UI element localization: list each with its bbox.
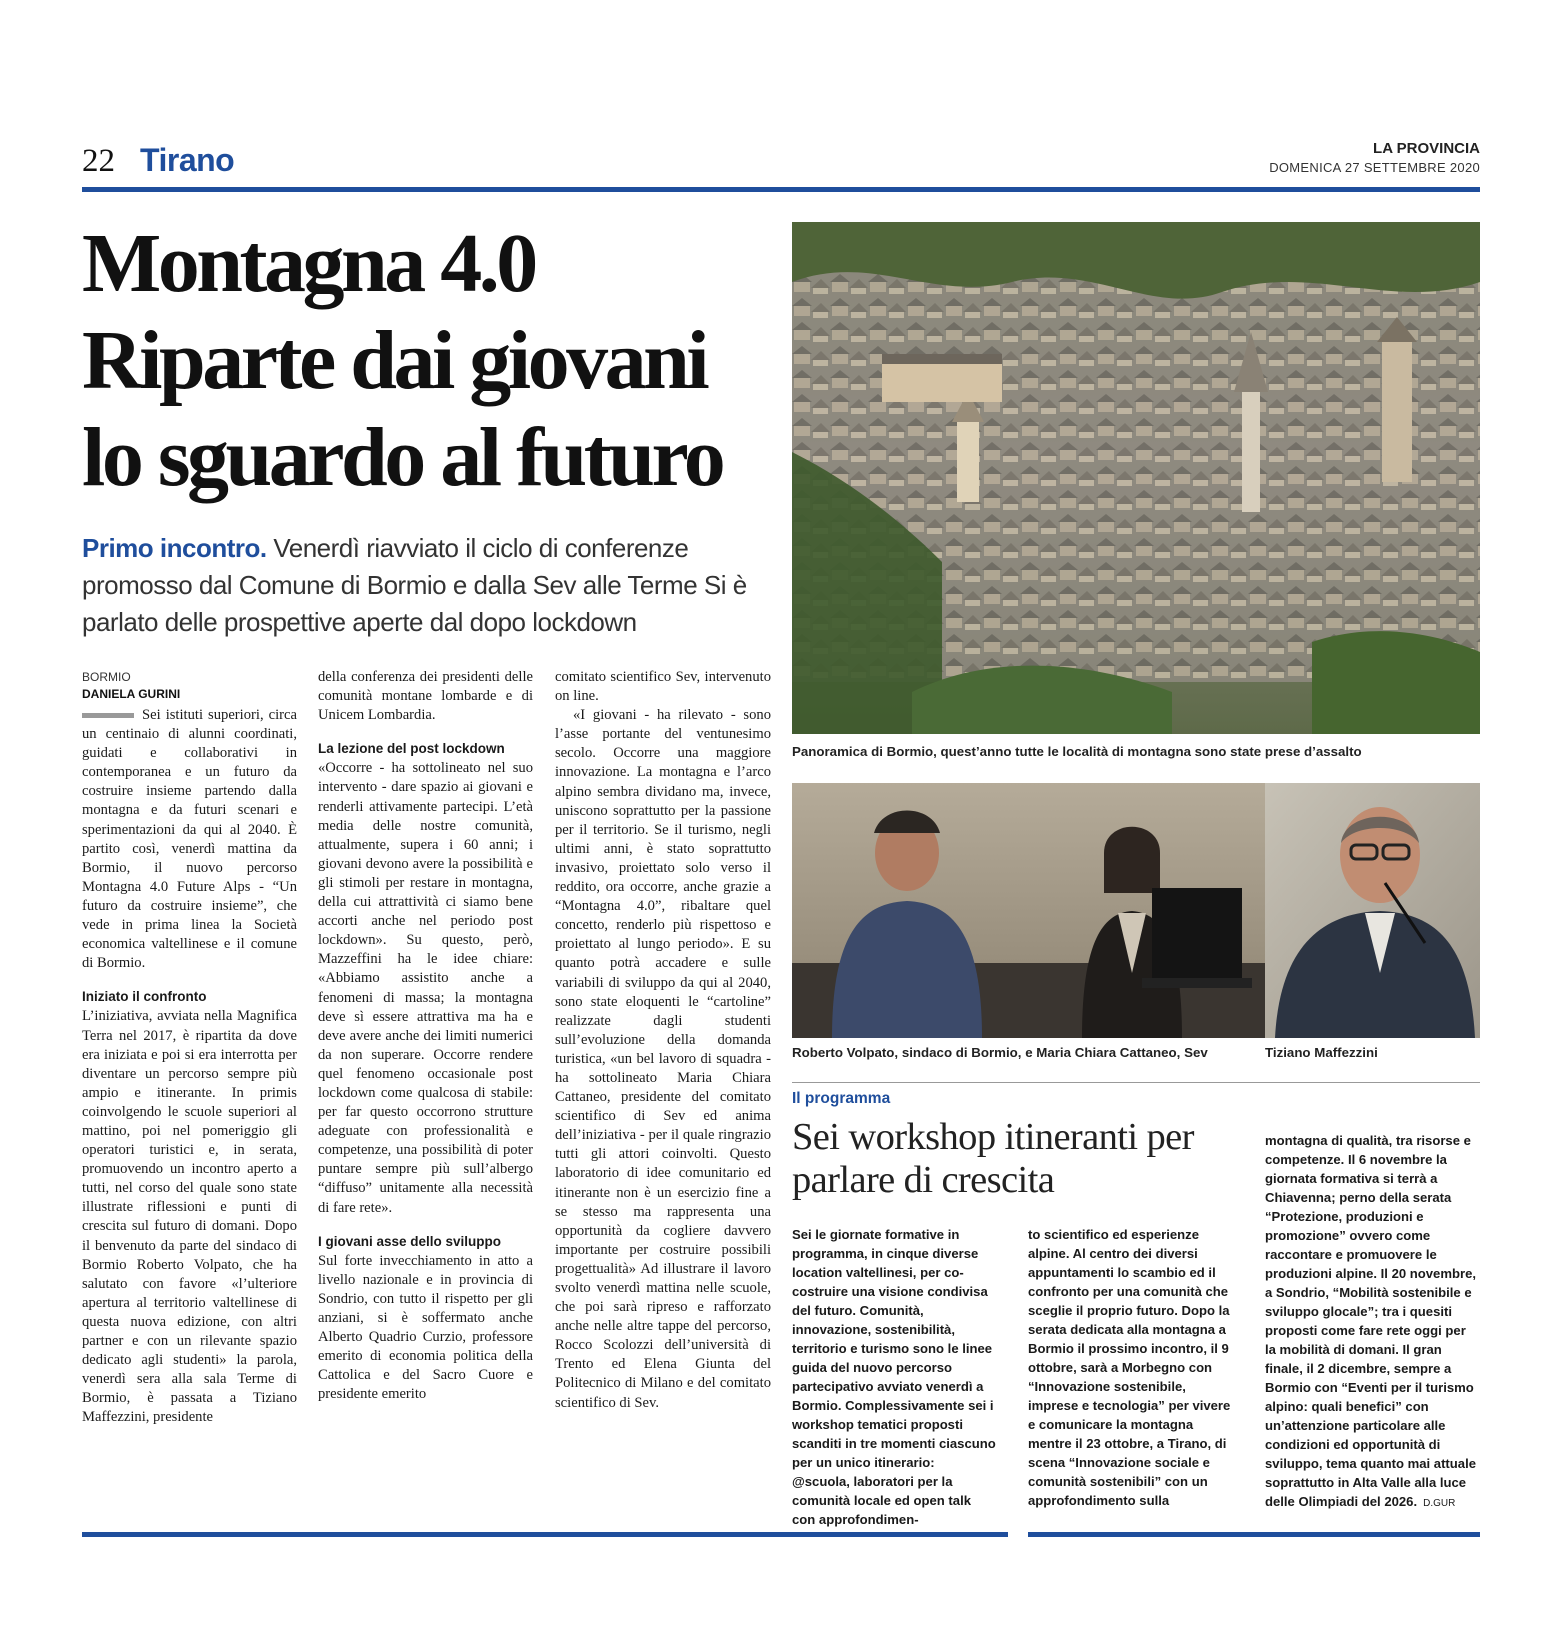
subheading: La lezione del post lockdown [318,741,505,757]
paragraph: Sei istituti superiori, circa un centinaio di alunni coordinati, guidati e collaborativi in contemporanea e un futuro da costruire insieme partendo dalla montagna e da futuri scenari e sperimentazioni da qui al 2040. È partito così, venerdì mattina da Bormio, il nuovo percorso Montagna 4.0 Future Alps - “Un futuro da costruire insieme”, che vede in prima linea la Società economica valtellinese e il comune di Bormio. [82,707,297,972]
headline-line: Montagna 4.0 [82,217,535,310]
paragraph: Sei le giornate formative in programma, in cinque diverse location valtellinesi, per co-costruire una visione condivisa del futuro. Comunità, innovazione, sostenibilità, territorio e turismo sono le linee guida del nuovo percorso partecipativo avviato venerdì a Bormio. Complessivamente sei i workshop tematici proposti scanditi in tre momenti ciascuno per un unico itinerario: @scuola, laboratori per la comunità locale ed open talk con approfondimen- [792,1227,996,1527]
lead-bar [82,713,134,718]
headline [82,215,782,506]
bottom-rule-right [1028,1532,1480,1537]
headline-line: Riparte dai giovani [82,314,707,407]
article-column-3 [555,668,771,1413]
photo-caption: Panoramica di Bormio, quest’anno tutte le località di montagna sono state prese d’assalto [792,744,1362,759]
paragraph: to scientifico ed esperienze alpine. Al centro dei diversi appuntamenti lo scambio ed il confronto per una comunità che sceglie il proprio futuro. Dopo la serata dedicata alla montagna a Bormio il prossimo incontro, il 9 ottobre, sarà a Morbegno con “Innovazione sostenibile, imprese e tecnologia” per vivere e comunicare la montagna mentre il 23 ottobre, a Tirano, di scena “Innovazione sociale e comunità sostenibili” con un approfondimento sulla [1028,1227,1231,1508]
box-title: Sei workshop itineranti per parlare di crescita [792,1116,1194,1201]
page-number: 22 [82,143,115,179]
paragraph: comitato scientifico Sev, intervenuto on line. [555,669,771,705]
box-column-3 [1265,1131,1480,1513]
subheadline [82,530,782,641]
paragraph: L’iniziativa, avviata nella Magnifica Terra nel 2017, è ripartita da dove era iniziata e poi si era interrotta per diventare un percorso sempre più ampio e itinerante. In primis coinvolgendo le scuole superiori al mattino, poi nel pomeriggio gli operatori turistici e, in serata, promuovendo un incontro aperto a tutti, nel corso del quale sono state illustrate riflessioni e punti di crescita sul futuro di domani. Dopo il benvenuto da parte del sindaco di Bormio Roberto Volpato, che ha salutato con favore «l’ulteriore apertura al territorio valtellinese di questa nuova edizione, con altri partner e con un rilevante spazio dedicato agli studenti» la parola, venerdì sera alla sala Terme di Bormio, è passata a Tiziano Maffezzini, presidente [82,1008,297,1426]
author-signature: D.GUR [1423,1498,1456,1509]
paragraph: montagna di qualità, tra risorse e competenze. Il 6 novembre la giornata formativa si terrà a Chiavenna; perno della serata “Protezione, produzioni e promozione” ovvero come raccontare e promuovere le produzioni alpine. Il 20 novembre, a Sondrio, “Mobilità sostenibile e sviluppo glocale”; tra i quesiti proposti come fare rete oggi per la mobilità di domani. Il gran finale, il 2 dicembre, sempre a Bormio con “Eventi per il turismo alpino: quali benefici” con un’attenzione particolare alle condizioni ed opportunità di sviluppo, tema quanto mai attuale soprattutto in Alta Valle alla luce delle Olimpiadi del 2026. [1265,1133,1476,1509]
article-column-2 [318,668,533,1404]
paragraph: della conferenza dei presidenti delle comunità montane lombarde e di Unicem Lombardia. [318,669,533,724]
speaker-photo [1265,783,1480,1038]
photo-caption: Tiziano Maffezzini [1265,1045,1378,1060]
issue-date: DOMENICA 27 SETTEMBRE 2020 [1269,160,1480,175]
headline-line: lo sguardo al futuro [82,411,723,504]
paragraph: «I giovani - ha rilevato - sono l’asse portante del ventunesimo secolo. Occorre una maggiore innovazione. La montagna e l’arco alpino sembra dividano ma, invece, uniscono soprattutto per la passione per il territorio. Se il turismo, negli ultimi anni, è stato soprattutto invasivo, proiettato solo verso il reddito, ora occorre, anche grazie a “Montagna 4.0”, ribaltare quel concetto, renderlo più rispettoso e proiettato al lungo periodo». E su quanto potrà accadere e sulle variabili di sviluppo da qui al 2040, sono state eloquenti le “cartoline” realizzate dagli studenti sull’evoluzione della domanda turistica, «un bel lavoro di squadra - ha sottolineato Maria Chiara Cattaneo, presidente del comitato scientifico di Sev ed anima dell’iniziativa - per il quale ringrazio tutti gli attori coinvolti. Questo laboratorio di idee comunitario ed itinerante non è un esercizio fine a se stesso ma rappresenta una opportunità da cogliere davvero importante per costruire possibili progettualità» Ad illustrare il lavoro svolto venerdì mattina nelle scuole, che poi sarà ripreso e rafforzato anche nelle altre tappe del percorso, Rocco Scolozzi dell’università di Trento ed Elena Giunta del Politecnico di Milano e del comitato scientifico di Sev. [555,707,771,1411]
subheading: I giovani asse dello sviluppo [318,1233,502,1249]
photo-caption: Roberto Volpato, sindaco di Bormio, e Maria Chiara Cattaneo, Sev [792,1045,1208,1060]
speakers-photo [792,783,1272,1038]
paragraph: «Occorre - ha sottolineato nel suo intervento - dare spazio ai giovani e renderli attivamente partecipi. L’età media delle nostre comunità, attualmente, supera i 60 anni; i giovani devono avere la possibilità e gli stimoli per restare in montagna, della cui attrattività ci siamo bene accorti anche nel periodo post lockdown». Su questo, però, Mazzeffini ha le idee chiare: «Abbiamo assistito anche a fenomeni di massa; la montagna deve sì essere attrattiva ma ha e deve avere anche dei limiti numerici da non superare. Occorre rendere quel fenomeno occasionale post lockdown come qualcosa di stabile: per far questo occorrono strutture adeguate con professionalità e competenze, una possibilità di poter puntare sempre più sull’albergo “diffuso” unitamente alla necessità di fare rete». [318,760,533,1216]
town-panorama-photo [792,222,1480,734]
box-rule [792,1082,1480,1083]
top-rule [82,187,1480,192]
bottom-rule-left [82,1532,1008,1537]
section-name: Tirano [140,142,235,178]
box-column-1 [792,1225,996,1529]
box-column-2 [1028,1225,1238,1510]
box-kicker: Il programma [792,1090,891,1107]
byline-author: DANIELA GURINI [82,687,181,701]
newspaper-name: LA PROVINCIA [1373,140,1480,157]
subheading: Iniziato il confronto [82,989,207,1005]
article-column-1 [82,706,297,1427]
subhead-kicker: Primo incontro. [82,533,267,563]
dateline: BORMIO [82,670,131,684]
paragraph: Sul forte invecchiamento in atto a livello nazionale e in provincia di Sondrio, con tutto il rispetto per gli anziani, si è soffermato anche Alberto Quadrio Curzio, professore emerito di economia politica della Cattolica e del Sacro Cuore e presidente emerito [318,1252,533,1403]
subhead-text: Venerdì riavviato il ciclo di conferenze promosso dal Comune di Bormio e dalla Sev alle Terme Si è parlato delle prospettive aperte dal dopo lockdown [82,533,747,637]
